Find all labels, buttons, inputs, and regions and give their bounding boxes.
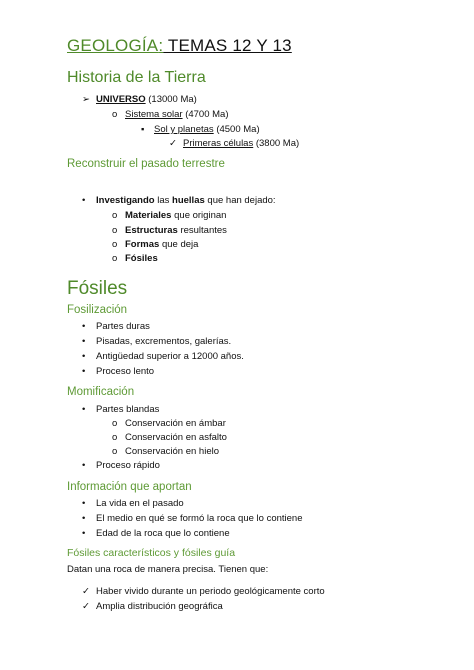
title-subject: GEOLOGÍA	[67, 36, 159, 55]
disc-bullet-icon: •	[82, 366, 86, 377]
checkmark-bullet-icon: ✓	[169, 138, 177, 149]
circle-bullet-icon: o	[112, 109, 118, 120]
list-item: Conservación en ámbar	[125, 418, 226, 429]
disc-bullet-icon: •	[82, 404, 86, 415]
disc-bullet-icon: •	[82, 460, 86, 471]
list-item: Pisadas, excrementos, galerías.	[96, 336, 232, 347]
disc-bullet-icon: •	[82, 513, 86, 524]
disc-bullet-icon: •	[82, 498, 86, 509]
circle-bullet-icon: o	[112, 418, 118, 429]
circle-bullet-icon: o	[112, 253, 118, 264]
list-item: Formas que deja	[125, 239, 199, 250]
document-title	[67, 36, 292, 56]
list-item: La vida en el pasado	[96, 498, 184, 509]
list-item: Proceso rápido	[96, 460, 160, 471]
title-topics: TEMAS 12 Y 13	[163, 36, 292, 55]
list-item: Conservación en hielo	[125, 446, 220, 457]
heading-fosiles: Fósiles	[67, 278, 128, 299]
list-item: Edad de la roca que lo contiene	[96, 528, 230, 539]
list-item: Proceso lento	[96, 366, 155, 377]
list-item: Sistema solar (4700 Ma)	[125, 109, 229, 120]
disc-bullet-icon: •	[82, 321, 86, 332]
list-item: Partes duras	[96, 321, 150, 332]
list-item: Primeras células (3800 Ma)	[183, 138, 300, 149]
heading-caracteristicos: Fósiles característicos y fósiles guía	[67, 547, 236, 559]
heading-informacion: Información que aportan	[67, 481, 192, 493]
heading-historia: Historia de la Tierra	[67, 69, 206, 86]
checkmark-bullet-icon: ✓	[82, 601, 90, 612]
list-item: Amplia distribución geográfica	[96, 601, 223, 612]
title-colon: :	[158, 36, 164, 55]
list-item: Estructuras resultantes	[125, 225, 227, 236]
circle-bullet-icon: o	[112, 210, 118, 221]
circle-bullet-icon: o	[112, 446, 118, 457]
list-item: Partes blandas	[96, 404, 160, 415]
paragraph-intro: Datan una roca de manera precisa. Tienen que:	[67, 564, 269, 575]
circle-bullet-icon: o	[112, 239, 118, 250]
circle-bullet-icon: o	[112, 225, 118, 236]
disc-bullet-icon: •	[82, 528, 86, 539]
disc-bullet-icon: •	[82, 351, 86, 362]
heading-fosilizacion: Fosilización	[67, 304, 128, 316]
list-item: Antigüedad superior a 12000 años.	[96, 351, 244, 362]
heading-momificacion: Momificación	[67, 386, 135, 398]
list-item: Haber vivido durante un periodo geológicamente corto	[96, 586, 325, 597]
list-item: Investigando las huellas que han dejado:	[96, 195, 276, 206]
list-item: Sol y planetas (4500 Ma)	[154, 124, 260, 135]
checkmark-bullet-icon: ✓	[82, 586, 90, 597]
list-item: Materiales que originan	[125, 210, 227, 221]
heading-reconstruir: Reconstruir el pasado terrestre	[67, 158, 225, 170]
arrow-bullet-icon: ➢	[82, 94, 90, 105]
list-item: El medio en qué se formó la roca que lo contiene	[96, 513, 303, 524]
disc-bullet-icon: •	[82, 195, 86, 206]
disc-bullet-icon: •	[82, 336, 86, 347]
square-bullet-icon: ▪	[141, 124, 145, 135]
list-item: Fósiles	[125, 253, 158, 264]
list-item: Conservación en asfalto	[125, 432, 227, 443]
circle-bullet-icon: o	[112, 432, 118, 443]
list-item: UNIVERSO (13000 Ma)	[96, 94, 197, 105]
